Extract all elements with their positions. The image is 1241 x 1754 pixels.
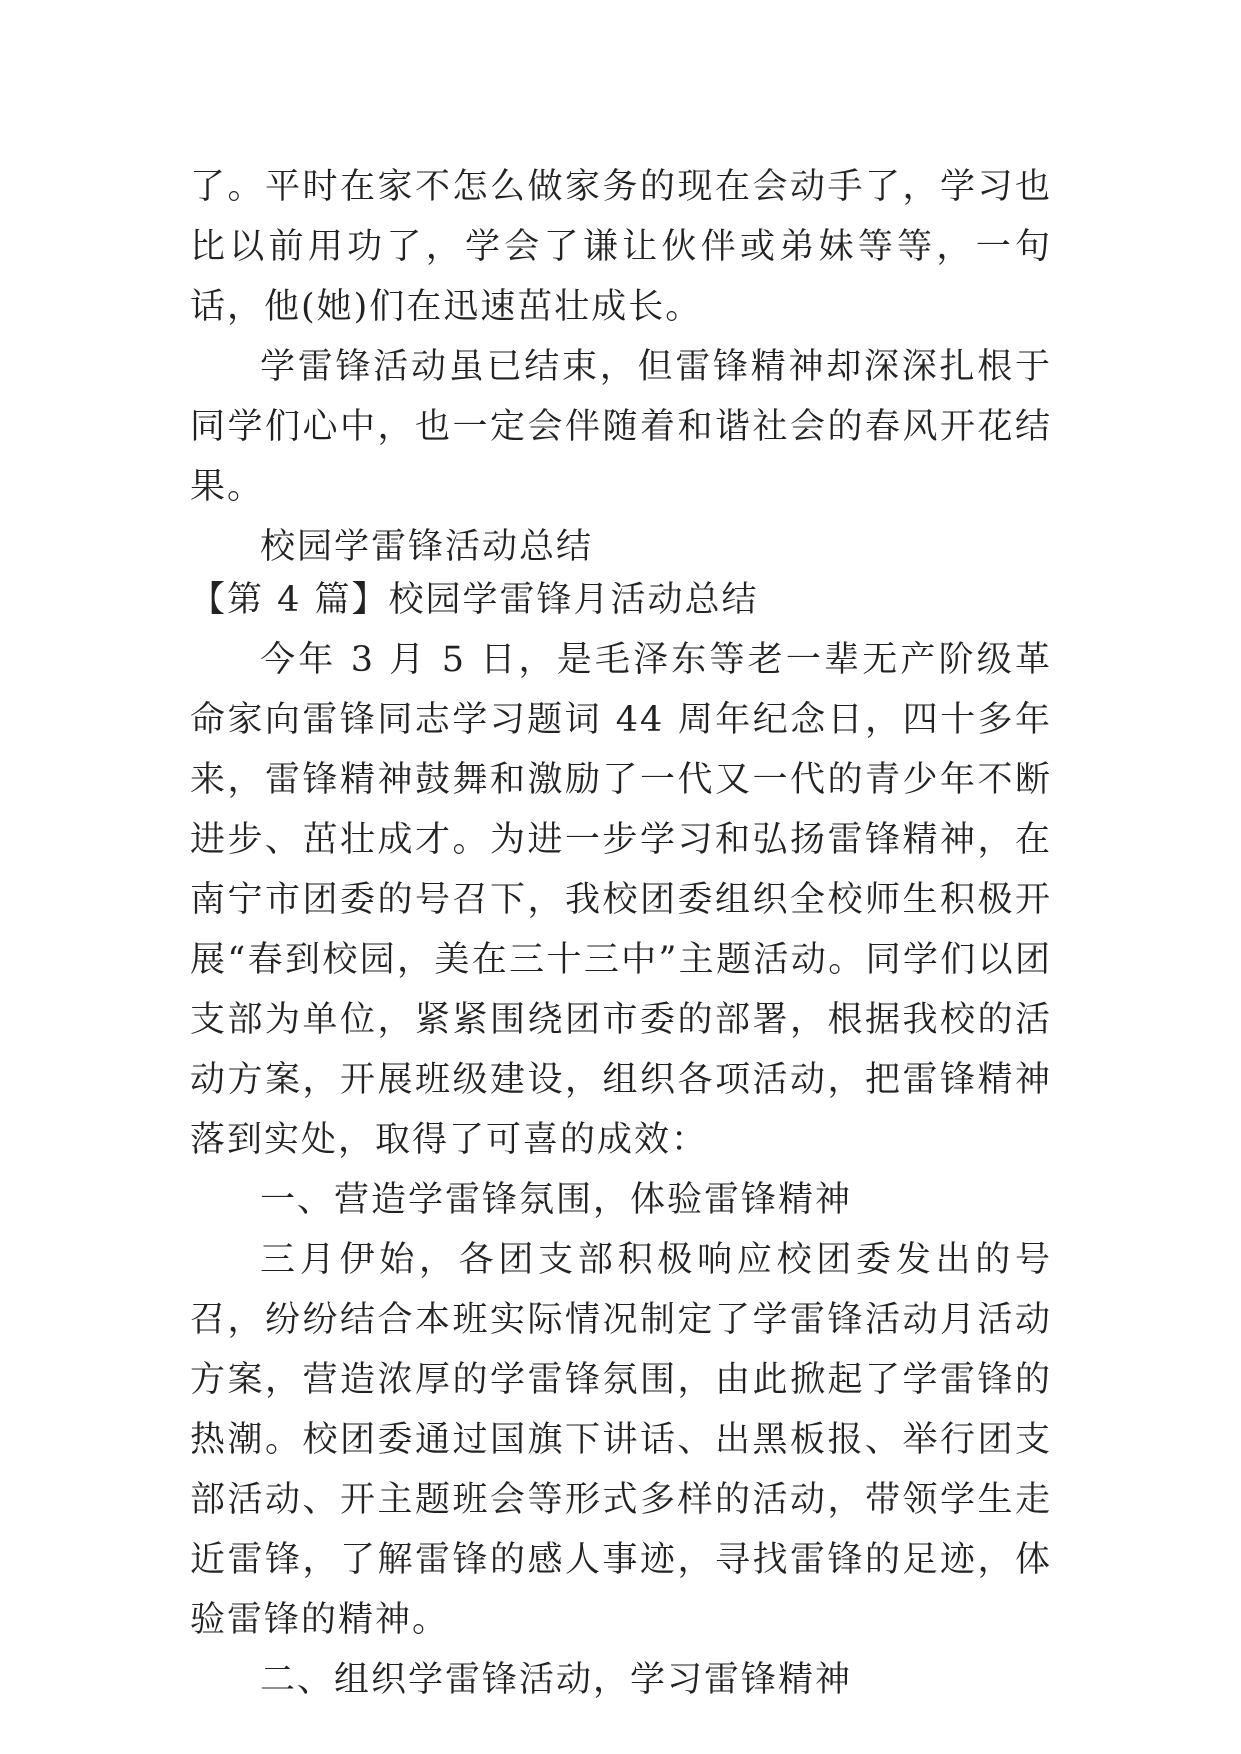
paragraph: 今年 3 月 5 日，是毛泽东等老一辈无产阶级革命家向雷锋同志学习题词 44 周年纪念日，四十多年来，雷锋精神鼓舞和激励了一代又一代的青少年不断进步、茁壮成才。为进一步学习和弘扬雷锋精神，在南宁市团委的号召下，我校团委组织全校师生积极开展“春到校园，美在三十三中”主题活动。同学们以团支部为单位，紧紧围绕团市委的部署，根据我校的活动方案，开展班级建设，组织各项活动，把雷锋精神落到实处，取得了可喜的成效： [190, 640, 1052, 1160]
paragraph: 学雷锋活动虽已结束，但雷锋精神却深深扎根于同学们心中，也一定会伴随着和谐社会的春风开花结果。 [190, 347, 1052, 507]
paragraph-continued: 了。平时在家不怎么做家务的现在会动手了，学习也比以前用功了，学会了谦让伙伴或弟妹等等，一句话，他(她)们在迅速茁壮成长。 [190, 167, 1052, 327]
section-heading: 一、营造学雷锋氛围，体验雷锋精神 [260, 1180, 853, 1220]
section-heading: 二、组织学雷锋活动，学习雷锋精神 [260, 1660, 853, 1700]
text-block-continuation [190, 157, 1052, 577]
paragraph: 三月伊始，各团支部积极响应校团委发出的号召，纷纷结合本班实际情况制定了学雷锋活动月活动方案，营造浓厚的学雷锋氛围，由此掀起了学雷锋的热潮。校团委通过国旗下讲话、出黑板报、举行团支部活动、开主题班会等形式多样的活动，带领学生走近雷锋，了解雷锋的感人事迹，寻找雷锋的足迹，体验雷锋的精神。 [190, 1240, 1052, 1640]
text-block-article [190, 570, 1052, 1710]
paragraph-title-line: 校园学雷锋活动总结 [260, 527, 594, 567]
article-heading: 【第 4 篇】校园学雷锋月活动总结 [190, 580, 759, 620]
